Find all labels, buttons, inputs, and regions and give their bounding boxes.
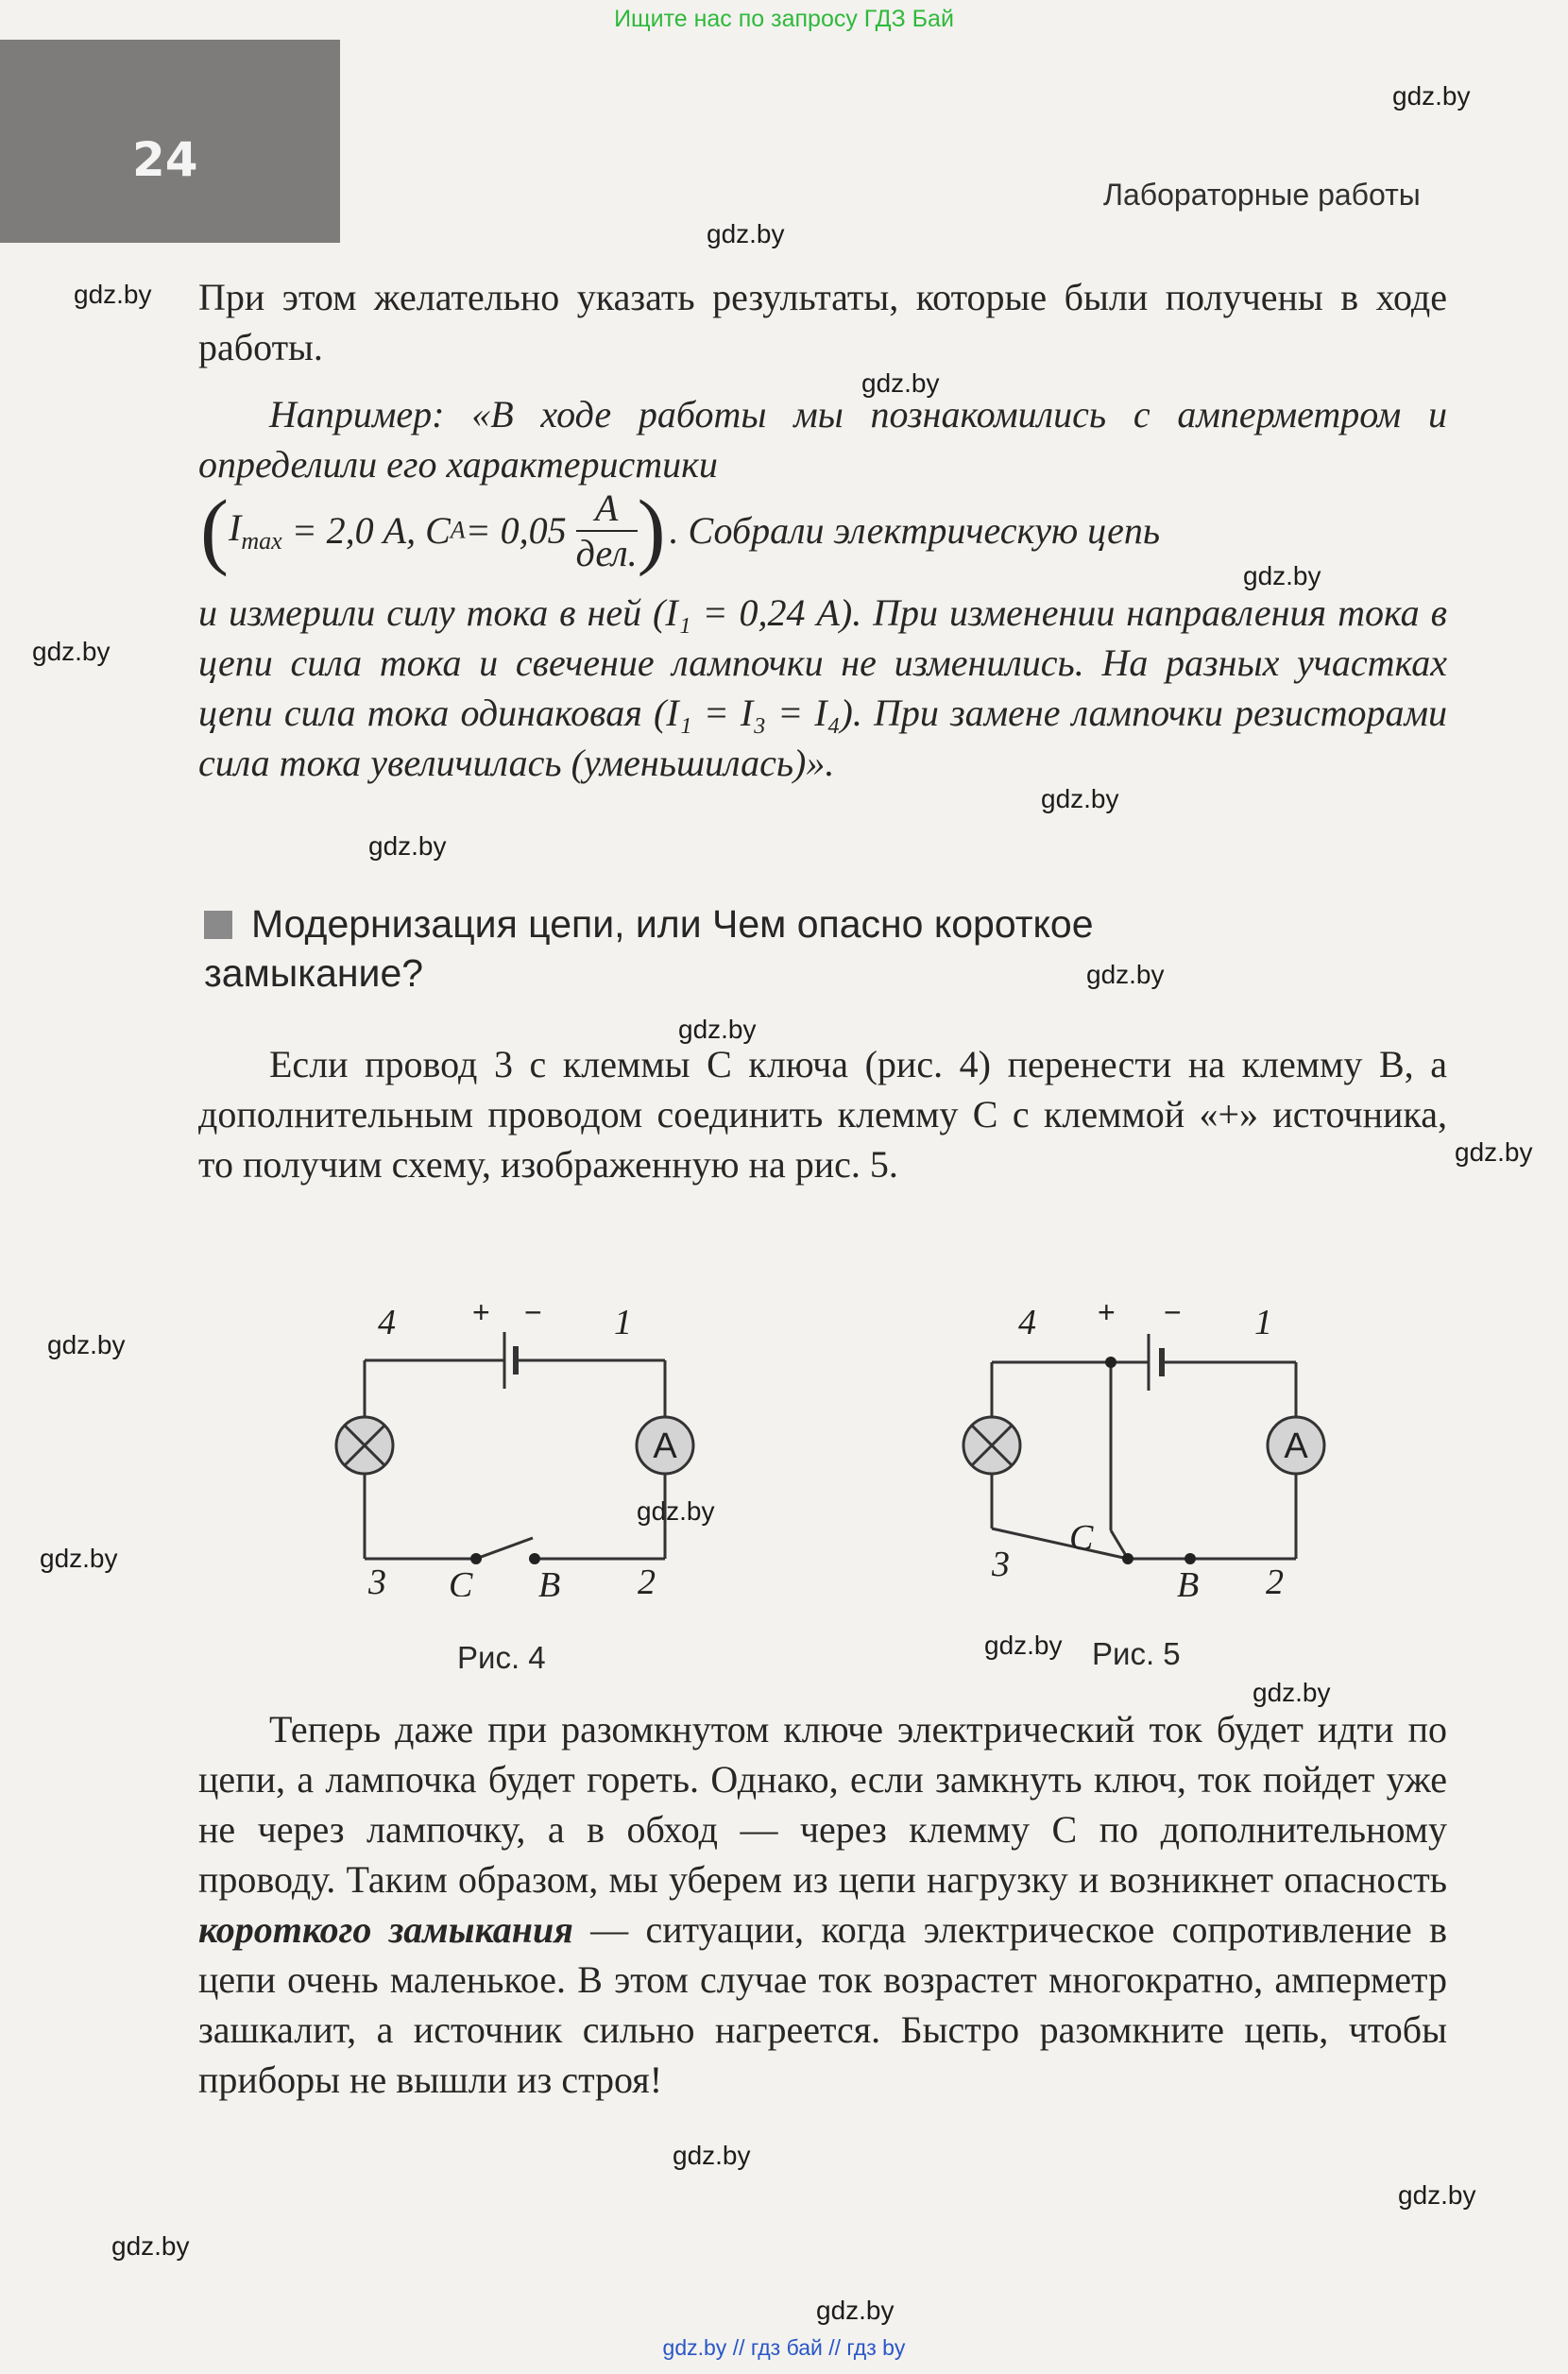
terminal-b-dot (1185, 1553, 1196, 1564)
watermark: gdz.by (1041, 784, 1119, 813)
paragraph-modernization: Если провод 3 с клеммы C ключа (рис. 4) перенести на клемму B, а дополнительным проводом соединить клемму C с клеммой «+» источника, то получим схему, изображенную на рис. 5. (198, 1043, 1447, 1186)
fig5-wire-2: 2 (1266, 1563, 1284, 1597)
watermark: gdz.by (1392, 81, 1471, 111)
fraction (576, 487, 638, 575)
formula-line: ($I_{max} = 2,0$ А, CA= 0,05 $\frac{А}{\text{дел.}}$ ) . Собрали электрическую цепь (200, 484, 1161, 577)
svg-text:A: A (1284, 1426, 1308, 1466)
lamp-icon (963, 1417, 1020, 1474)
formula-ca: = 0,05 (465, 509, 567, 552)
fig4-terminal-c: C (449, 1565, 473, 1597)
watermark: gdz.by (861, 368, 940, 398)
watermark: gdz.by (40, 1544, 118, 1573)
formula-imax: = 2,0 А, C (291, 509, 451, 552)
example-rest: и измерили силу тока в ней (I₁ = 0,24 А). При изменении направления тока в цепи сила тока и свечение лампочки не изменились. На разных участках цепи сила тока одинаковая (I₁ = I₃ = I₄). При замене лампочки резисторами сила тока увеличилась (уменьшилась)». (198, 591, 1447, 784)
paragraph-results: При этом желательно указать результаты, которые были получены в ходе работы. (198, 276, 1447, 368)
figure-5-caption: Рис. 5 (1092, 1636, 1181, 1671)
watermark: gdz.by (74, 280, 152, 309)
figure-4-caption: Рис. 4 (457, 1640, 546, 1675)
lamp-icon (336, 1417, 393, 1474)
fig5-terminal-c: C (1069, 1518, 1094, 1558)
formula-tail: . Собрали электрическую цепь (669, 509, 1161, 552)
footer-links[interactable]: gdz.by // гдз бай // гдз by (662, 2335, 906, 2360)
junction-dot (1105, 1357, 1116, 1368)
running-head: Лабораторные работы (1103, 178, 1421, 212)
fig4-wire-2: 2 (638, 1563, 656, 1597)
watermark: gdz.by (1253, 1678, 1331, 1707)
fig4-terminal-b: B (538, 1565, 561, 1597)
watermark: gdz.by (816, 2296, 895, 2325)
heading-bullet (204, 911, 232, 939)
page-number: 24 (132, 132, 198, 187)
figure-4-circuit (331, 1275, 737, 1597)
ammeter-icon (1268, 1417, 1324, 1474)
fig5-wire-3: 3 (992, 1545, 1010, 1584)
section-heading: Модернизация цепи, или Чем опасно короткое замыкание? (204, 902, 1094, 995)
watermark: gdz.by (1243, 561, 1321, 590)
terminal-b-dot (529, 1553, 540, 1564)
fig5-wire-4: 4 (1018, 1303, 1036, 1342)
fig5-wire-1: 1 (1254, 1303, 1272, 1342)
watermark: gdz.by (1455, 1137, 1533, 1167)
fig4-wire-1: 1 (614, 1303, 632, 1342)
para3-part-a: Теперь даже при разомкнутом ключе электрический ток будет идти по цепи, а лампочка будет гореть. Однако, если замкнуть ключ, ток пойдет уже не через лампочку, а в обход — через клемму C по дополнительному проводу. Таким образом, мы уберем из цепи нагрузку и возникнет опасность (198, 1708, 1447, 1901)
ammeter-icon (637, 1417, 693, 1474)
fig4-plus: + (472, 1295, 490, 1329)
watermark: gdz.by (707, 219, 785, 248)
watermark: gdz.by (47, 1330, 126, 1359)
fraction-numerator: А (576, 487, 638, 532)
watermark: gdz.by (984, 1631, 1063, 1660)
terminal-c-dot (1122, 1553, 1133, 1564)
watermark: gdz.by (111, 2231, 190, 2261)
terminal-c-dot (470, 1553, 482, 1564)
fig5-minus: − (1164, 1295, 1182, 1329)
watermark: gdz.by (637, 1496, 715, 1526)
watermark: gdz.by (1398, 2180, 1476, 2210)
para3-part-b: — ситуации, когда электрическое сопротивление в цепи очень маленькое. В этом случае ток возрастет многократно, амперметр зашкалит, а источник сильно нагреется. Быстро разомкните цепь, чтобы приборы не вышли из строя! (198, 1908, 1448, 2101)
fig5-plus: + (1098, 1295, 1116, 1329)
watermark: gdz.by (673, 2141, 751, 2170)
svg-text:A: A (653, 1426, 677, 1466)
watermark: gdz.by (678, 1015, 757, 1044)
watermark: gdz.by (32, 637, 111, 666)
fig4-minus: − (524, 1295, 542, 1329)
example-line1: Например: «В ходе работы мы познакомились с амперметром и определили его характеристики (198, 393, 1447, 486)
fraction-denominator: дел. (575, 531, 638, 574)
paragraph-short-circuit (198, 1704, 1447, 2105)
top-banner[interactable]: Ищите нас по запросу ГДЗ Бай (614, 6, 954, 32)
watermark: gdz.by (1086, 960, 1165, 989)
fig4-wire-4: 4 (378, 1303, 396, 1342)
term-short-circuit: короткого замыкания (198, 1908, 573, 1951)
fig5-terminal-b: B (1177, 1565, 1200, 1597)
watermark: gdz.by (368, 831, 447, 861)
figure-5-circuit (954, 1275, 1360, 1597)
fig4-wire-3: 3 (368, 1563, 386, 1597)
